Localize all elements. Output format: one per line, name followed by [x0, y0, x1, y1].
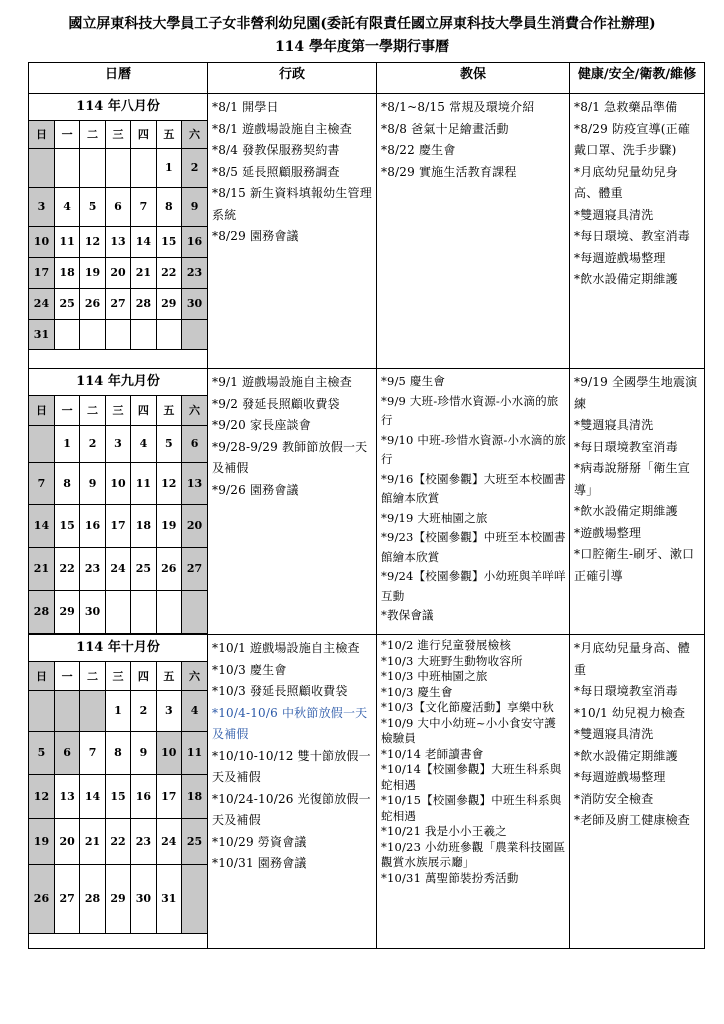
calendar-day: 14 [80, 774, 105, 818]
calendar-day: 16 [131, 774, 156, 818]
calendar-day: 6 [105, 187, 130, 226]
calendar-day: 18 [131, 504, 156, 547]
month-title: 114 年八月份 [29, 94, 207, 121]
calendar-day: 29 [156, 288, 181, 319]
calendar-day [29, 148, 54, 187]
list-item: *10/24-10/26 光復節放假一天及補假 [212, 791, 371, 827]
list-item: *飲水設備定期維護 [574, 272, 678, 286]
calendar-day [131, 319, 156, 349]
calendar-day: 5 [156, 425, 181, 462]
calendar-day: 3 [156, 690, 181, 731]
list-item: *飲水設備定期維護 [574, 748, 678, 763]
calendar-day: 25 [131, 547, 156, 590]
list-item: *10/21 我是小小王羲之 [381, 824, 507, 838]
list-item: *10/14【校園參觀】大班生科系與蛇相遇 [381, 762, 562, 792]
weekday-label: 一 [54, 662, 79, 690]
weekday-label: 一 [54, 121, 79, 148]
calendar-day: 29 [54, 590, 79, 633]
list-item: *9/16【校園參觀】大班至本校圖書館繪本欣賞 [381, 471, 566, 505]
health-list-cell [570, 94, 705, 369]
list-item: *10/1 遊戲場設施自主檢查 [212, 641, 360, 655]
education-list [377, 369, 569, 626]
document-subtitle: 114 學年度第一學期行事曆 [274, 39, 450, 55]
calendar-day: 27 [54, 864, 79, 933]
list-item: *10/3 中班柚園之旅 [381, 669, 488, 683]
calendar-day: 28 [29, 590, 54, 633]
calendar-day: 3 [29, 187, 54, 226]
admin-list [208, 369, 376, 501]
list-item: *8/1 遊戲場設施自主檢查 [212, 121, 352, 136]
list-item: *9/20 家長座談會 [212, 418, 311, 432]
list-item: *8/29 實施生活教育課程 [381, 164, 517, 179]
calendar-day: 13 [105, 226, 130, 257]
calendar-day: 22 [156, 257, 181, 288]
calendar-day: 21 [131, 257, 156, 288]
list-item: *10/3 慶生會 [212, 662, 287, 677]
month-row [29, 635, 705, 949]
list-item: *每日環境、教室消毒 [574, 229, 691, 243]
calendar-day: 22 [105, 818, 130, 864]
month-row [29, 94, 705, 369]
calendar-day: 12 [156, 462, 181, 504]
calendar-day [54, 148, 79, 187]
list-item: *10/31 萬聖節裝扮秀活動 [381, 870, 519, 885]
education-list-cell [377, 369, 570, 635]
list-item: *每日環境教室消毒 [574, 439, 678, 454]
calendar-day: 30 [182, 288, 207, 319]
calendar-day [80, 319, 105, 349]
calendar-day: 21 [29, 547, 54, 590]
calendar-day: 20 [54, 818, 79, 864]
month-calendar [29, 635, 208, 949]
health-list-cell [570, 369, 705, 635]
calendar-day: 15 [156, 226, 181, 257]
calendar-day [80, 148, 105, 187]
calendar-day: 23 [131, 818, 156, 864]
calendar-day [29, 690, 54, 731]
calendar-day: 10 [156, 731, 181, 774]
list-item: *10/2 進行兒童發展檢核 [381, 638, 512, 652]
calendar-day: 17 [105, 504, 130, 547]
calendar-day: 15 [105, 774, 130, 818]
list-item: *雙週寢具清洗 [574, 727, 654, 741]
education-list [377, 94, 569, 183]
calendar-day: 11 [131, 462, 156, 504]
calendar-day [131, 590, 156, 633]
calendar-day: 9 [80, 462, 105, 504]
list-item: *10/10-10/12 雙十節放假一天及補假 [212, 748, 371, 784]
list-item: *10/4-10/6 中秋節放假一天及補假 [212, 705, 368, 741]
list-item: *9/24【校園參觀】小幼班與羊咩咩互動 [381, 569, 566, 603]
list-item: *月底幼兒量幼兒身高、體重 [574, 164, 678, 200]
calendar-day: 6 [182, 425, 207, 462]
calendar-day: 26 [29, 864, 54, 933]
calendar-day: 10 [29, 226, 54, 257]
list-item: *9/1 遊戲場設施自主檢查 [212, 375, 352, 389]
calendar-day: 6 [54, 731, 79, 774]
list-item: *病毒說掰掰「衛生宣導」 [574, 461, 691, 497]
calendar-day: 4 [54, 187, 79, 226]
list-item: *8/22 慶生會 [381, 143, 456, 157]
calendar-day: 19 [80, 257, 105, 288]
list-item: *9/28-9/29 教師節放假一天及補假 [212, 439, 368, 475]
list-item: *10/3 發延長照顧收費袋 [212, 684, 348, 698]
list-item: *8/29 園務會議 [212, 229, 299, 243]
calendar-day [54, 690, 79, 731]
education-list-cell [377, 635, 570, 949]
list-item: *每週遊戲場整理 [574, 770, 666, 784]
list-item: *老師及廚工健康檢查 [574, 813, 691, 827]
calendar-day: 24 [156, 818, 181, 864]
calendar-day [182, 319, 207, 349]
calendar-day: 14 [131, 226, 156, 257]
calendar-day: 19 [29, 818, 54, 864]
calendar-day: 25 [54, 288, 79, 319]
weekday-label: 日 [29, 662, 54, 690]
calendar-day: 11 [54, 226, 79, 257]
weekday-label: 四 [131, 121, 156, 148]
calendar-day: 30 [131, 864, 156, 933]
calendar-day: 7 [131, 187, 156, 226]
calendar-day: 23 [182, 257, 207, 288]
calendar-day: 2 [80, 425, 105, 462]
list-item: *8/29 防疫宣導(正確戴口罩、洗手步驟) [574, 121, 691, 157]
list-item: *9/10 中班-珍惜水資源-小水滴的旅行 [381, 432, 566, 466]
calendar-day [54, 319, 79, 349]
list-item: *8/4 發教保服務契約書 [212, 143, 340, 157]
health-list [570, 94, 704, 291]
calendar-day: 5 [29, 731, 54, 774]
weekday-label: 四 [131, 662, 156, 690]
calendar-day: 11 [182, 731, 207, 774]
calendar-day: 1 [54, 425, 79, 462]
weekday-label: 二 [80, 121, 105, 148]
calendar-day [182, 864, 207, 933]
calendar-day: 1 [105, 690, 130, 731]
calendar-day: 21 [80, 818, 105, 864]
calendar-day [105, 148, 130, 187]
list-item: *口腔衛生-刷牙、漱口正確引導 [574, 547, 695, 583]
calendar-day [131, 148, 156, 187]
calendar-day: 4 [182, 690, 207, 731]
calendar-day: 14 [29, 504, 54, 547]
list-item: *月底幼兒量身高、體重 [574, 641, 691, 677]
list-item: *飲水設備定期維護 [574, 504, 678, 518]
calendar-day: 12 [80, 226, 105, 257]
calendar-day [80, 690, 105, 731]
calendar-day: 17 [156, 774, 181, 818]
month-row [29, 369, 705, 635]
calendar-day: 26 [156, 547, 181, 590]
list-item: *8/1 急救藥品準備 [574, 100, 678, 114]
list-item: *9/23【校園參觀】中班至本校圖書館繪本欣賞 [381, 530, 566, 564]
calendar-day: 15 [54, 504, 79, 547]
header-calendar: 日曆 [29, 63, 208, 94]
calendar-day: 3 [105, 425, 130, 462]
calendar-day: 19 [156, 504, 181, 547]
weekday-label: 五 [156, 396, 181, 425]
education-list-cell [377, 94, 570, 369]
list-item: *10/15【校園參觀】中班生科系與蛇相遇 [381, 793, 562, 823]
calendar-day: 26 [80, 288, 105, 319]
weekday-label: 二 [80, 396, 105, 425]
admin-list [208, 635, 376, 875]
weekday-label: 三 [105, 396, 130, 425]
weekday-label: 二 [80, 662, 105, 690]
calendar-day: 20 [182, 504, 207, 547]
list-item: *消防安全檢查 [574, 791, 654, 806]
weekday-label: 日 [29, 396, 54, 425]
weekday-label: 三 [105, 121, 130, 148]
list-item: *10/1 幼兒視力檢查 [574, 705, 686, 720]
calendar-day: 8 [105, 731, 130, 774]
calendar-day [156, 590, 181, 633]
calendar-day [105, 590, 130, 633]
list-item: *8/8 爸氣十足繪畫活動 [381, 121, 509, 136]
weekday-label: 三 [105, 662, 130, 690]
calendar-day: 25 [182, 818, 207, 864]
calendar-day: 13 [182, 462, 207, 504]
calendar-grid [29, 662, 207, 934]
list-item: *8/5 延長照顧服務調查 [212, 164, 340, 179]
calendar-day: 2 [182, 148, 207, 187]
calendar-day: 24 [105, 547, 130, 590]
schedule-table [28, 62, 705, 949]
calendar-day: 16 [182, 226, 207, 257]
education-list [377, 635, 569, 886]
list-item: *10/31 園務會議 [212, 856, 307, 870]
list-item: *每日環境教室消毒 [574, 684, 678, 698]
calendar-day: 20 [105, 257, 130, 288]
health-list [570, 369, 704, 587]
calendar-day: 24 [29, 288, 54, 319]
calendar-day: 5 [80, 187, 105, 226]
list-item: *8/1 開學日 [212, 100, 279, 114]
calendar-day: 9 [182, 187, 207, 226]
list-item: *10/14 老師讀書會 [381, 746, 484, 761]
calendar-day: 16 [80, 504, 105, 547]
calendar-day: 27 [182, 547, 207, 590]
calendar-day: 31 [156, 864, 181, 933]
calendar-day: 30 [80, 590, 105, 633]
list-item: *10/3 大班野生動物收容所 [381, 653, 523, 668]
calendar-day: 28 [80, 864, 105, 933]
calendar-day: 27 [105, 288, 130, 319]
calendar-day: 2 [131, 690, 156, 731]
calendar-grid [29, 121, 207, 350]
list-item: *遊戲場整理 [574, 525, 642, 540]
list-item: *10/3【文化節慶活動】享樂中秋 [381, 700, 554, 714]
list-item: *10/3 慶生會 [381, 684, 453, 699]
health-list-cell [570, 635, 705, 949]
list-item: *10/9 大中小幼班~小小食安守護檢驗員 [381, 715, 556, 745]
admin-list-cell [208, 635, 377, 949]
list-item: *10/23 小幼班參觀「農業科技園區觀賞水族展示廳」 [381, 839, 566, 869]
list-item: *雙週寢具清洗 [574, 418, 654, 432]
weekday-label: 六 [182, 396, 207, 425]
calendar-day [156, 319, 181, 349]
list-item: *9/19 大班柚園之旅 [381, 510, 488, 525]
list-item: *每週遊戲場整理 [574, 250, 666, 265]
calendar-day [105, 319, 130, 349]
weekday-label: 一 [54, 396, 79, 425]
calendar-day: 9 [131, 731, 156, 774]
calendar-day: 8 [54, 462, 79, 504]
list-item: *9/9 大班-珍惜水資源-小水滴的旅行 [381, 393, 559, 427]
calendar-day: 13 [54, 774, 79, 818]
list-item: *9/19 全國學生地震演練 [574, 375, 698, 411]
calendar-day [29, 425, 54, 462]
calendar-day: 17 [29, 257, 54, 288]
header-health: 健康/安全/衛教/維修 [570, 63, 705, 94]
weekday-label: 日 [29, 121, 54, 148]
calendar-day: 7 [29, 462, 54, 504]
calendar-day: 12 [29, 774, 54, 818]
weekday-label: 五 [156, 121, 181, 148]
calendar-day: 18 [182, 774, 207, 818]
calendar-day: 4 [131, 425, 156, 462]
month-calendar [29, 94, 208, 369]
calendar-day: 23 [80, 547, 105, 590]
header-education: 教保 [377, 63, 570, 94]
calendar-day: 22 [54, 547, 79, 590]
calendar-day: 10 [105, 462, 130, 504]
calendar-day: 31 [29, 319, 54, 349]
calendar-day: 28 [131, 288, 156, 319]
weekday-label: 六 [182, 121, 207, 148]
list-item: *10/29 勞資會議 [212, 834, 307, 849]
document-title: 國立屏東科技大學員工子女非營利幼兒園(委託有限責任國立屏東科技大學員生消費合作社辦理) [68, 16, 656, 32]
calendar-day: 8 [156, 187, 181, 226]
list-item: *9/26 園務會議 [212, 482, 299, 497]
calendar-day: 7 [80, 731, 105, 774]
month-title: 114 年十月份 [29, 635, 207, 662]
list-item: *教保會議 [381, 608, 434, 622]
list-item: *8/15 新生資料填報幼生管理系統 [212, 186, 372, 222]
admin-list [208, 94, 376, 248]
list-item: *9/2 發延長照顧收費袋 [212, 396, 340, 411]
calendar-day: 1 [156, 148, 181, 187]
weekday-label: 五 [156, 662, 181, 690]
calendar-day [182, 590, 207, 633]
health-list [570, 635, 704, 832]
list-item: *8/1~8/15 常規及環境介紹 [381, 100, 535, 114]
weekday-label: 四 [131, 396, 156, 425]
header-admin: 行政 [208, 63, 377, 94]
month-title: 114 年九月份 [29, 369, 207, 396]
admin-list-cell [208, 94, 377, 369]
calendar-day: 29 [105, 864, 130, 933]
list-item: *雙週寢具清洗 [574, 207, 654, 222]
month-calendar [29, 369, 208, 635]
list-item: *9/5 慶生會 [381, 374, 446, 388]
admin-list-cell [208, 369, 377, 635]
calendar-grid [29, 396, 207, 634]
weekday-label: 六 [182, 662, 207, 690]
calendar-day: 18 [54, 257, 79, 288]
